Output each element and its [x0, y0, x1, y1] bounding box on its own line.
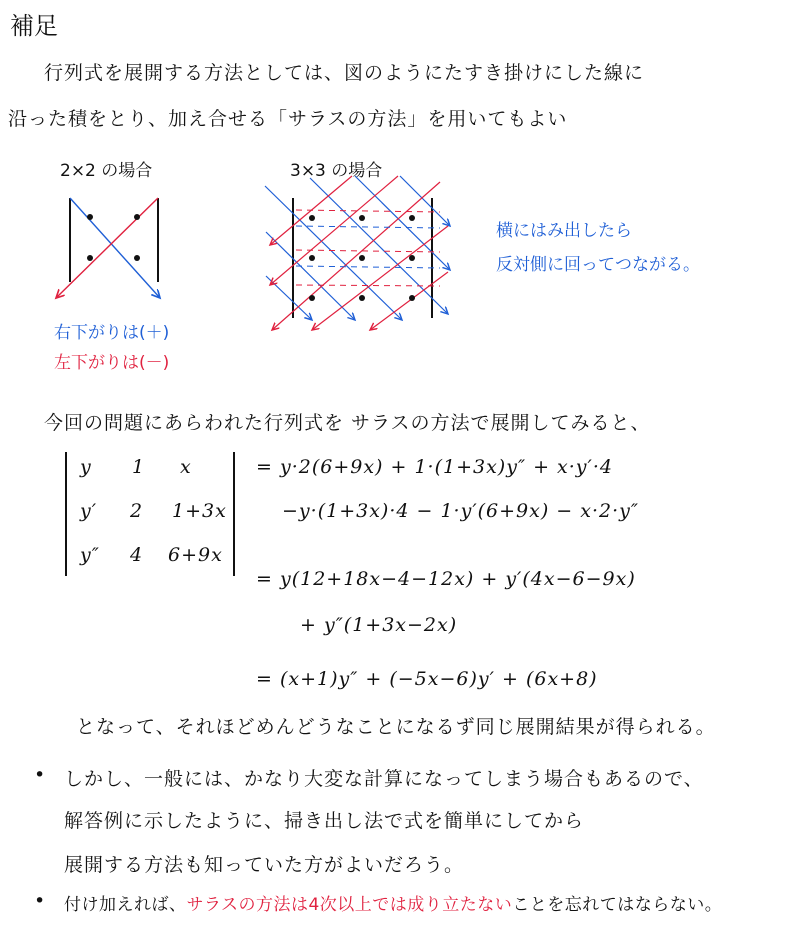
legend-minus: 左下がりは(－) — [54, 353, 170, 373]
matrix-cell: 2 — [130, 500, 144, 522]
matrix-cell: y — [80, 456, 92, 478]
matrix-cell: 4 — [130, 544, 144, 566]
bullet-1-line-1: しかし、一般には、かなり大変な計算になってしまう場合もあるので、 — [64, 768, 704, 790]
legend-plus: 右下がりは(＋) — [54, 323, 170, 343]
diagram-3x3-label: 3×3 の場合 — [290, 161, 383, 181]
expansion-line-1a: = y·2(6+9x) + 1·(1+3x)y″ + x·y′·4 — [256, 456, 613, 478]
bullet-1-line-2: 解答例に示したように、掃き出し法で式を簡単にしてから — [64, 810, 585, 832]
diagram-2x2-label: 2×2 の場合 — [60, 161, 153, 181]
intro-line-2: 沿った積をとり、加え合せる「サラスの方法」を用いてもよい — [8, 108, 568, 130]
matrix-cell: x — [180, 456, 192, 478]
heading: 補足 — [10, 12, 58, 40]
bullet-dot: • — [34, 764, 47, 786]
bullet-2 — [64, 890, 722, 915]
diagonal-minus — [56, 198, 158, 298]
bullet-2-highlight: サラスの方法は4次以上では成り立たない — [186, 895, 513, 915]
bullet-2-prefix: 付け加えれば、 — [64, 895, 187, 915]
bullet-dot: • — [34, 890, 47, 912]
diagram-3x3 — [265, 176, 450, 330]
expansion-line-3: = (x+1)y″ + (−5x−6)y′ + (6x+8) — [256, 668, 598, 690]
matrix-cell: 1+3x — [172, 500, 227, 522]
matrix-cell: y″ — [80, 544, 100, 566]
problem-intro: 今回の問題にあらわれた行列式を サラスの方法で展開してみると、 — [44, 412, 651, 434]
conclusion: となって、それほどめんどうなことになるず同じ展開結果が得られる。 — [76, 716, 716, 738]
wrap-note-line-2: 反対側に回ってつながる。 — [496, 255, 700, 275]
matrix-cell: y′ — [80, 500, 98, 522]
intro-line-1: 行列式を展開する方法としては、図のようにたすき掛けにした線に — [44, 62, 645, 84]
expansion-line-2a: = y(12+18x−4−12x) + y′(4x−6−9x) — [256, 568, 636, 590]
expansion-line-1b: −y·(1+3x)·4 − 1·y′(6+9x) − x·2·y″ — [282, 500, 639, 522]
expansion-line-2b: + y″(1+3x−2x) — [300, 614, 458, 636]
matrix-cell: 6+9x — [168, 544, 223, 566]
matrix-cell: 1 — [132, 456, 146, 478]
bullet-1-line-3: 展開する方法も知っていた方がよいだろう。 — [64, 854, 465, 876]
bullet-2-suffix: ことを忘れてはならない。 — [512, 895, 723, 915]
diagram-2x2 — [56, 198, 160, 298]
wrap-note-line-1: 横にはみ出したら — [496, 221, 632, 241]
diagonal-plus — [70, 198, 160, 298]
